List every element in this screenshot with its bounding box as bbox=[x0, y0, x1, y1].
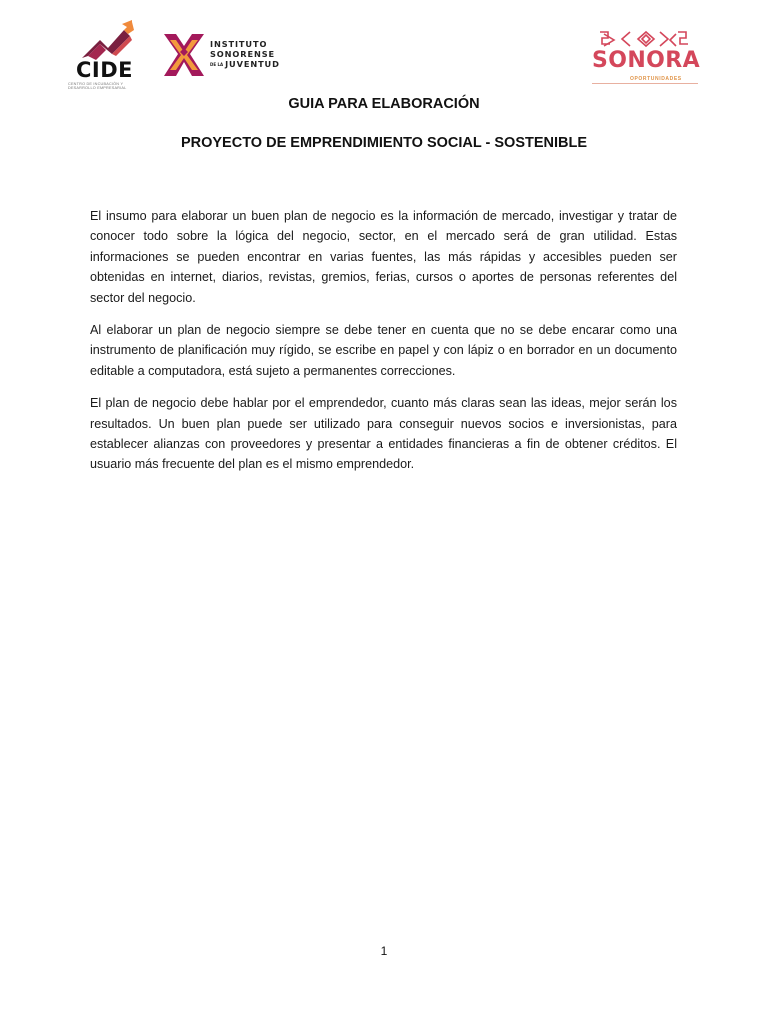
sonora-logo bbox=[590, 28, 702, 88]
isj-logo bbox=[162, 32, 282, 80]
page-number: 1 bbox=[380, 944, 388, 958]
isj-line-juventud: DE LA JUVENTUD bbox=[210, 59, 280, 69]
paragraph-3: El plan de negocio debe hablar por el emprendedor, cuanto más claras sean las ideas, mejor serán los resultados. Un buen plan puede ser utilizado para conseguir nuevos socios e inversionistas, para establecer alianzas con proveedores y presentar a entidades financieras a fin de obtener créditos. El usuario más frecuente del plan es el mismo emprendedor. bbox=[90, 396, 677, 472]
cide-logo bbox=[66, 18, 148, 94]
sonora-tagline: OPORTUNIDADES bbox=[630, 76, 682, 82]
sonora-divider bbox=[592, 83, 698, 84]
sonora-pattern-icon bbox=[590, 28, 702, 50]
isj-wordmark bbox=[210, 39, 280, 70]
isj-x-icon bbox=[162, 32, 206, 78]
isj-de-la: DE LA bbox=[210, 61, 224, 67]
isj-line-sonorense: SONORENSE bbox=[210, 49, 276, 59]
document-subtitle: PROYECTO DE EMPRENDIMIENTO SOCIAL - SOSTENIBLE bbox=[180, 135, 588, 151]
paragraph-2: Al elaborar un plan de negocio siempre se debe tener en cuenta que no se debe encarar como una instrumento de planificación muy rígido, se escribe en papel y con lápiz o en borrador en un documento editable a computadora, está sujeto a permanentes correcciones. bbox=[90, 323, 677, 378]
document-body bbox=[90, 206, 677, 487]
document-title: GUIA PARA ELABORACIÓN bbox=[288, 96, 480, 112]
paragraph-1: El insumo para elaborar un buen plan de negocio es la información de mercado, investigar y tratar de conocer todo sobre la lógica del negocio, sector, en el mercado será de gran utilidad. Estas informaciones se pueden encontrar en varias fuentes, las más rápidas y accesibles pueden ser obtenidas en internet, diarios, revistas, gremios, ferias, cursos o aportes de personas referentes del sector del negocio. bbox=[90, 209, 677, 305]
cide-wordmark: CIDE bbox=[76, 58, 134, 82]
cide-arrow-icon bbox=[66, 18, 148, 62]
cide-subtitle: CENTRO DE INCUBACIÓN Y DESARROLLO EMPRESARIAL bbox=[68, 82, 127, 91]
isj-line-instituto: INSTITUTO bbox=[210, 39, 268, 49]
sonora-wordmark: SONORA bbox=[592, 48, 701, 73]
